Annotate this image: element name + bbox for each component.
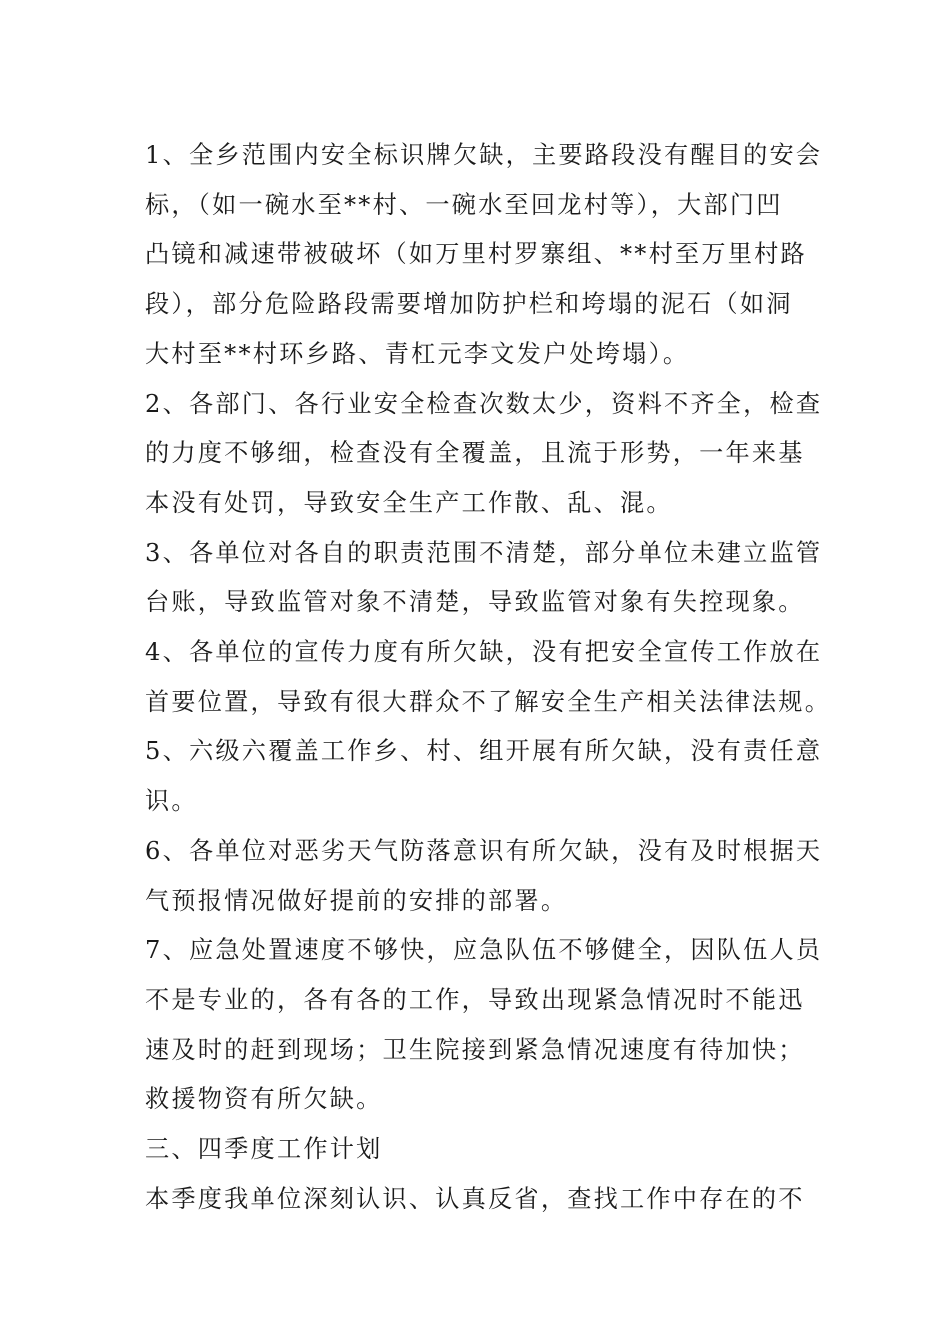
paragraph-issue-4 bbox=[145, 628, 832, 727]
text-line: 段），部分危险路段需要增加防护栏和垮塌的泥石（如洞 bbox=[145, 290, 793, 319]
text-line: 本季度我单位深刻认识、认真反省，查找工作中存在的不 bbox=[145, 1184, 805, 1213]
text-line: 首要位置，导致有很大群众不了解安全生产相关法律法规。 bbox=[145, 687, 832, 716]
paragraph-issue-3 bbox=[145, 529, 823, 628]
text-line: 气预报情况做好提前的安排的部署。 bbox=[145, 886, 568, 915]
paragraph-issue-2 bbox=[145, 380, 823, 529]
text-line: 3、各单位对各自的职责范围不清楚，部分单位未建立监管 bbox=[145, 538, 823, 567]
paragraph-issue-6 bbox=[145, 827, 823, 926]
text-line: 速及时的赶到现场；卫生院接到紧急情况速度有待加快； bbox=[145, 1035, 805, 1064]
text-line: 救援物资有所欠缺。 bbox=[145, 1085, 383, 1114]
text-line: 凸镜和减速带被破坏（如万里村罗寨组、**村至万里村路 bbox=[145, 240, 807, 269]
paragraph-plan-intro bbox=[145, 1175, 807, 1225]
text-line: 识。 bbox=[145, 787, 198, 816]
paragraph-issue-1 bbox=[145, 131, 823, 380]
heading-line: 三、四季度工作计划 bbox=[145, 1135, 383, 1164]
text-line: 5、六级六覆盖工作乡、村、组开展有所欠缺，没有责任意 bbox=[145, 737, 823, 766]
section-heading-q4-plan bbox=[145, 1125, 807, 1175]
text-line: 6、各单位对恶劣天气防落意识有所欠缺，没有及时根据天 bbox=[145, 836, 823, 865]
text-line: 台账，导致监管对象不清楚，导致监管对象有失控现象。 bbox=[145, 588, 805, 617]
text-line: 本没有处罚，导致安全生产工作散、乱、混。 bbox=[145, 488, 673, 517]
text-line: 不是专业的，各有各的工作，导致出现紧急情况时不能迅 bbox=[145, 985, 805, 1014]
text-line: 7、应急处置速度不够快，应急队伍不够健全，因队伍人员 bbox=[145, 936, 823, 965]
text-line: 2、各部门、各行业安全检查次数太少，资料不齐全，检查 bbox=[145, 389, 823, 418]
text-line: 的力度不够细，检查没有全覆盖，且流于形势，一年来基 bbox=[145, 439, 805, 468]
paragraph-issue-7 bbox=[145, 926, 823, 1125]
text-line: 1、全乡范围内安全标识牌欠缺，主要路段没有醒目的安会 bbox=[145, 141, 823, 169]
text-line: 大村至**村环乡路、青杠元李文发户处垮塌）。 bbox=[145, 339, 690, 368]
text-line: 4、各单位的宣传力度有所欠缺，没有把安全宣传工作放在 bbox=[145, 638, 823, 667]
text-line: 标，（如一碗水至**村、一碗水至回龙村等），大部门凹 bbox=[145, 190, 783, 219]
paragraph-issue-5 bbox=[145, 727, 823, 826]
document-body bbox=[145, 131, 832, 1224]
